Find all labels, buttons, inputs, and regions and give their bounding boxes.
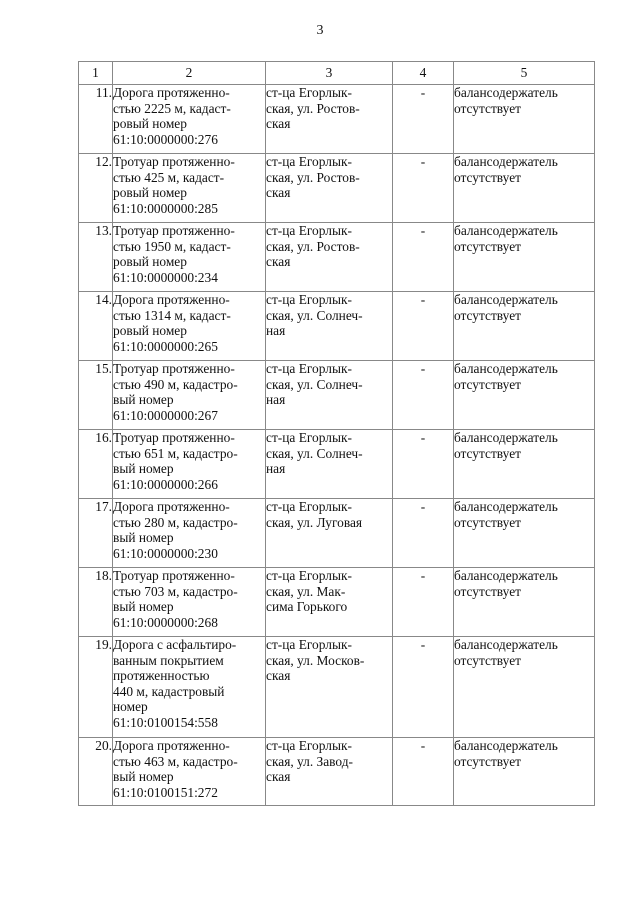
balance-holder: балансодержатель отсутствует [454,361,595,430]
table-row [79,223,595,292]
table-row [79,499,595,568]
row-number: 19. [79,637,113,738]
column-header-5: 5 [454,62,595,85]
table-row [79,85,595,154]
column-header-3: 3 [266,62,393,85]
balance-holder: балансодержатель отсутствует [454,85,595,154]
object-location: ст-ца Егорлык- ская, ул. Завод- ская [266,738,393,806]
object-description: Тротуар протяженно- стью 490 м, кадастро- вый номер 61:10:0000000:267 [113,361,266,430]
column-header-1: 1 [79,62,113,85]
object-location: ст-ца Егорлык- ская, ул. Солнеч- ная [266,430,393,499]
column-4-value: - [393,499,454,568]
table-row [79,568,595,637]
table-row [79,361,595,430]
object-description: Тротуар протяженно- стью 1950 м, кадаст- ровый номер 61:10:0000000:234 [113,223,266,292]
row-number: 11. [79,85,113,154]
balance-holder: балансодержатель отсутствует [454,738,595,806]
column-4-value: - [393,738,454,806]
object-description: Дорога протяженно- стью 2225 м, кадаст- ровый номер 61:10:0000000:276 [113,85,266,154]
object-location: ст-ца Егорлык- ская, ул. Луговая [266,499,393,568]
column-number-row [79,62,595,85]
registry-table [78,61,595,806]
balance-holder: балансодержатель отсутствует [454,154,595,223]
object-description: Тротуар протяженно- стью 425 м, кадаст- ровый номер 61:10:0000000:285 [113,154,266,223]
balance-holder: балансодержатель отсутствует [454,568,595,637]
row-number: 12. [79,154,113,223]
row-number: 18. [79,568,113,637]
object-location: ст-ца Егорлык- ская, ул. Москов- ская [266,637,393,738]
object-location: ст-ца Егорлык- ская, ул. Мак- сима Горького [266,568,393,637]
page-number: 3 [316,23,324,38]
row-number: 15. [79,361,113,430]
table-row [79,154,595,223]
column-header-2: 2 [113,62,266,85]
column-4-value: - [393,568,454,637]
row-number: 17. [79,499,113,568]
object-description: Тротуар протяженно- стью 651 м, кадастро- вый номер 61:10:0000000:266 [113,430,266,499]
balance-holder: балансодержатель отсутствует [454,223,595,292]
table-row [79,637,595,738]
column-4-value: - [393,637,454,738]
column-4-value: - [393,223,454,292]
balance-holder: балансодержатель отсутствует [454,499,595,568]
table-row [79,292,595,361]
table-row [79,738,595,806]
object-location: ст-ца Егорлык- ская, ул. Ростов- ская [266,223,393,292]
column-header-4: 4 [393,62,454,85]
row-number: 20. [79,738,113,806]
balance-holder: балансодержатель отсутствует [454,292,595,361]
column-4-value: - [393,430,454,499]
row-number: 13. [79,223,113,292]
object-description: Дорога протяженно- стью 463 м, кадастро- вый номер 61:10:0100151:272 [113,738,266,806]
column-4-value: - [393,154,454,223]
object-location: ст-ца Егорлык- ская, ул. Ростов- ская [266,154,393,223]
object-location: ст-ца Егорлык- ская, ул. Ростов- ская [266,85,393,154]
row-number: 16. [79,430,113,499]
object-description: Дорога протяженно- стью 280 м, кадастро- вый номер 61:10:0000000:230 [113,499,266,568]
table-row [79,430,595,499]
row-number: 14. [79,292,113,361]
column-4-value: - [393,361,454,430]
object-description: Дорога с асфальтиро- ванным покрытием протяженностью 440 м, кадастровый номер 61:10:0100154:558 [113,637,266,738]
object-location: ст-ца Егорлык- ская, ул. Солнеч- ная [266,292,393,361]
column-4-value: - [393,85,454,154]
balance-holder: балансодержатель отсутствует [454,430,595,499]
object-description: Дорога протяженно- стью 1314 м, кадаст- ровый номер 61:10:0000000:265 [113,292,266,361]
object-description: Тротуар протяженно- стью 703 м, кадастро- вый номер 61:10:0000000:268 [113,568,266,637]
column-4-value: - [393,292,454,361]
object-location: ст-ца Егорлык- ская, ул. Солнеч- ная [266,361,393,430]
balance-holder: балансодержатель отсутствует [454,637,595,738]
